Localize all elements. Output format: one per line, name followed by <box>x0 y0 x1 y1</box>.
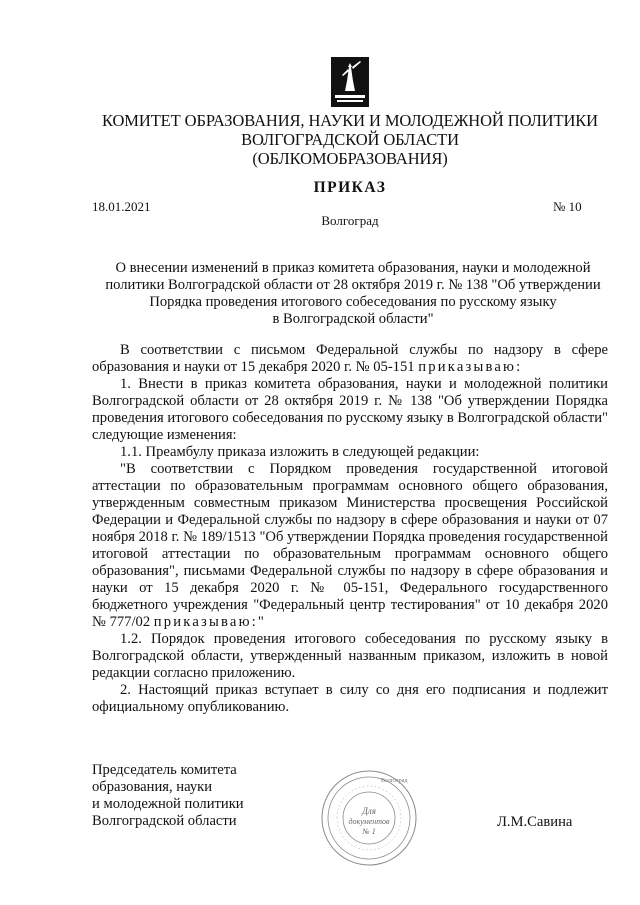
paragraph-quote <box>92 461 608 631</box>
signer-name: Л.М.Савина <box>497 814 573 830</box>
order-title: ПРИКАЗ <box>313 179 387 196</box>
paragraph-item-1-2: 1.2. Порядок проведения итогового собеседования по русскому языку в Волгоградской области, утвержденный названным приказом, изложить в новой редакции согласно приложению. <box>92 631 608 681</box>
org-title-line3: (ОБЛКОМОБРАЗОВАНИЯ) <box>252 149 448 168</box>
svg-text:Для: Для <box>362 806 376 816</box>
quote-text: "В соответствии с Порядком проведения государственной итоговой аттестации по образовательным программам основного общего образования, утвержденным совместным приказом Министерства просвещения Российской Федерации и Федеральной службы по надзору в сфере образования и науки от 07 ноября 2018 г. № 189/1513 "Об утверждении Порядка проведения государственной итоговой аттестации по образовательным программам основного общего образования", письмами Федеральной службы по надзору в сфере образования и науки от 15 декабря 2020 г. № 05-151, Федерального государственного бюджетного учреждения "Федеральный центр тестирования" от 10 декабря 2020 № 777/02 <box>92 461 608 630</box>
order-number: № 10 <box>553 199 582 214</box>
svg-text:Волгоград: Волгоград <box>381 778 408 784</box>
paragraph-item-2: 2. Настоящий приказ вступает в силу со дня его подписания и подлежит официальному опубликованию. <box>92 682 608 715</box>
order-keyword: приказываю: <box>418 359 523 375</box>
quote-order-keyword: приказываю:" <box>153 614 267 630</box>
org-title-line2: ВОЛГОГРАДСКОЙ ОБЛАСТИ <box>241 130 459 149</box>
subject-line2: политики Волгоградской области от 28 октября 2019 г. № 138 "Об утверждении <box>105 277 601 293</box>
order-subject <box>92 260 614 328</box>
paragraph-item-1: 1. Внести в приказ комитета образования, науки и молодежной политики Волгоградской области от 28 октября 2019 г. № 138 "Об утверждении Порядка проведения итогового собеседования по русскому языку в Волгоградской области" следующие изменения: <box>92 376 608 443</box>
subject-line1: О внесении изменений в приказ комитета образования, науки и молодежной <box>115 260 591 276</box>
organization-title <box>60 111 640 168</box>
signer-position: Председатель комитета образования, науки и молодежной политики Волгоградской области <box>92 762 244 829</box>
order-body <box>92 342 608 716</box>
paragraph-item-1-1: 1.1. Преамбулу приказа изложить в следующей редакции: <box>120 444 480 460</box>
subject-line3: Порядка проведения итогового собеседования по русскому языку <box>149 294 557 310</box>
order-date: 18.01.2021 <box>92 199 151 214</box>
preamble-text: В соответствии с письмом Федеральной службы по надзору в сфере образования и науки от 15 декабря 2020 г. № 05-151 <box>92 342 608 375</box>
order-city: Волгоград <box>321 213 379 228</box>
svg-text:документов: документов <box>348 817 390 826</box>
org-title-line1: КОМИТЕТ ОБРАЗОВАНИЯ, НАУКИ И МОЛОДЕЖНОЙ ПОЛИТИКИ <box>102 111 598 130</box>
stamp-icon <box>319 768 419 868</box>
paragraph-preamble <box>92 342 608 376</box>
svg-text:№ 1: № 1 <box>362 827 376 836</box>
subject-line4: в Волгоградской области" <box>272 311 434 327</box>
volgograd-emblem-icon <box>331 57 369 107</box>
